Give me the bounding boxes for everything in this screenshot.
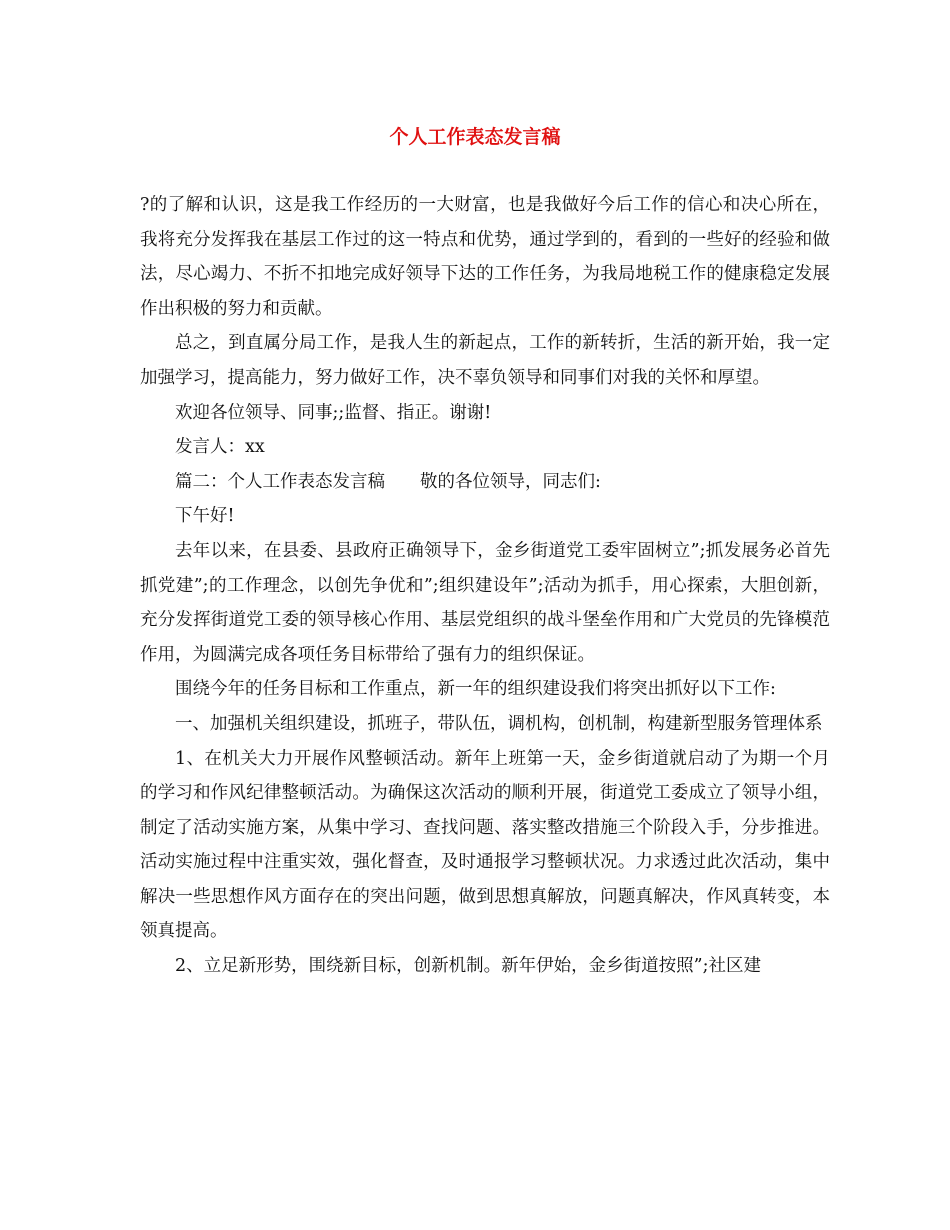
paragraph-thanks: 欢迎各位领导、同事;;监督、指正。谢谢! [175,402,492,423]
paragraph-this-year-goals: 围绕今年的任务目标和工作重点，新一年的组织建设我们将突出抓好以下工作: [175,679,776,700]
paragraph-section-one-heading: 一、加强机关组织建设，抓班子，带队伍，调机构，创机制，构建新型服务管理体系 [175,713,823,734]
paragraph-intro-continuation: ?的了解和认识，这是我工作经历的一大财富，也是我做好今后工作的信心和决心所在，我将充分发挥我在基层工作过的这一特点和优势，通过学到的，看到的一些好的经验和做法，尽心竭力、不折不扣地完成好领导下达的工作任务，为我局地税工作的健康稳定发展作出积极的努力和贡献。 [140,195,830,319]
paragraph-item-one: 1、在机关大力开展作风整顿活动。新年上班第一天，金乡街道就启动了为期一个月的学习和作风纪律整顿活动。为确保这次活动的顺利开展，街道党工委成立了领导小组，制定了活动实施方案，从集中学习、查找问题、落实整改措施三个阶段入手，分步推进。活动实施过程中注重实效，强化督查，及时通报学习整顿状况。力求透过此次活动，集中解决一些思想作风方面存在的突出问题，做到思想真解放，问题真解决，作风真转变，本领真提高。 [140,748,830,942]
document-title: 个人工作表态发言稿 [389,126,561,148]
paragraph-speaker: 发言人：xx [175,437,265,458]
document-body [140,188,830,984]
paragraph-greeting: 下午好! [175,506,235,527]
paragraph-summary: 总之，到直属分局工作，是我人生的新起点，工作的新转折，生活的新开始，我一定加强学习，提高能力，努力做好工作，决不辜负领导和同事们对我的关怀和厚望。 [140,333,830,388]
paragraph-part-two-heading: 篇二：个人工作表态发言稿 敬的各位领导，同志们: [175,471,601,492]
paragraph-item-two: 2、立足新形势，围绕新目标，创新机制。新年伊始，金乡街道按照”;社区建 [175,956,761,977]
paragraph-last-year: 去年以来，在县委、县政府正确领导下，金乡街道党工委牢固树立”;抓发展务必首先抓党建”;的工作理念，以创先争优和”;组织建设年”;活动为抓手，用心探索，大胆创新，充分发挥街道党工委的领导核心作用、基层党组织的战斗堡垒作用和广大党员的先锋模范作用，为圆满完成各项任务目标带给了强有力的组织保证。 [140,540,830,665]
